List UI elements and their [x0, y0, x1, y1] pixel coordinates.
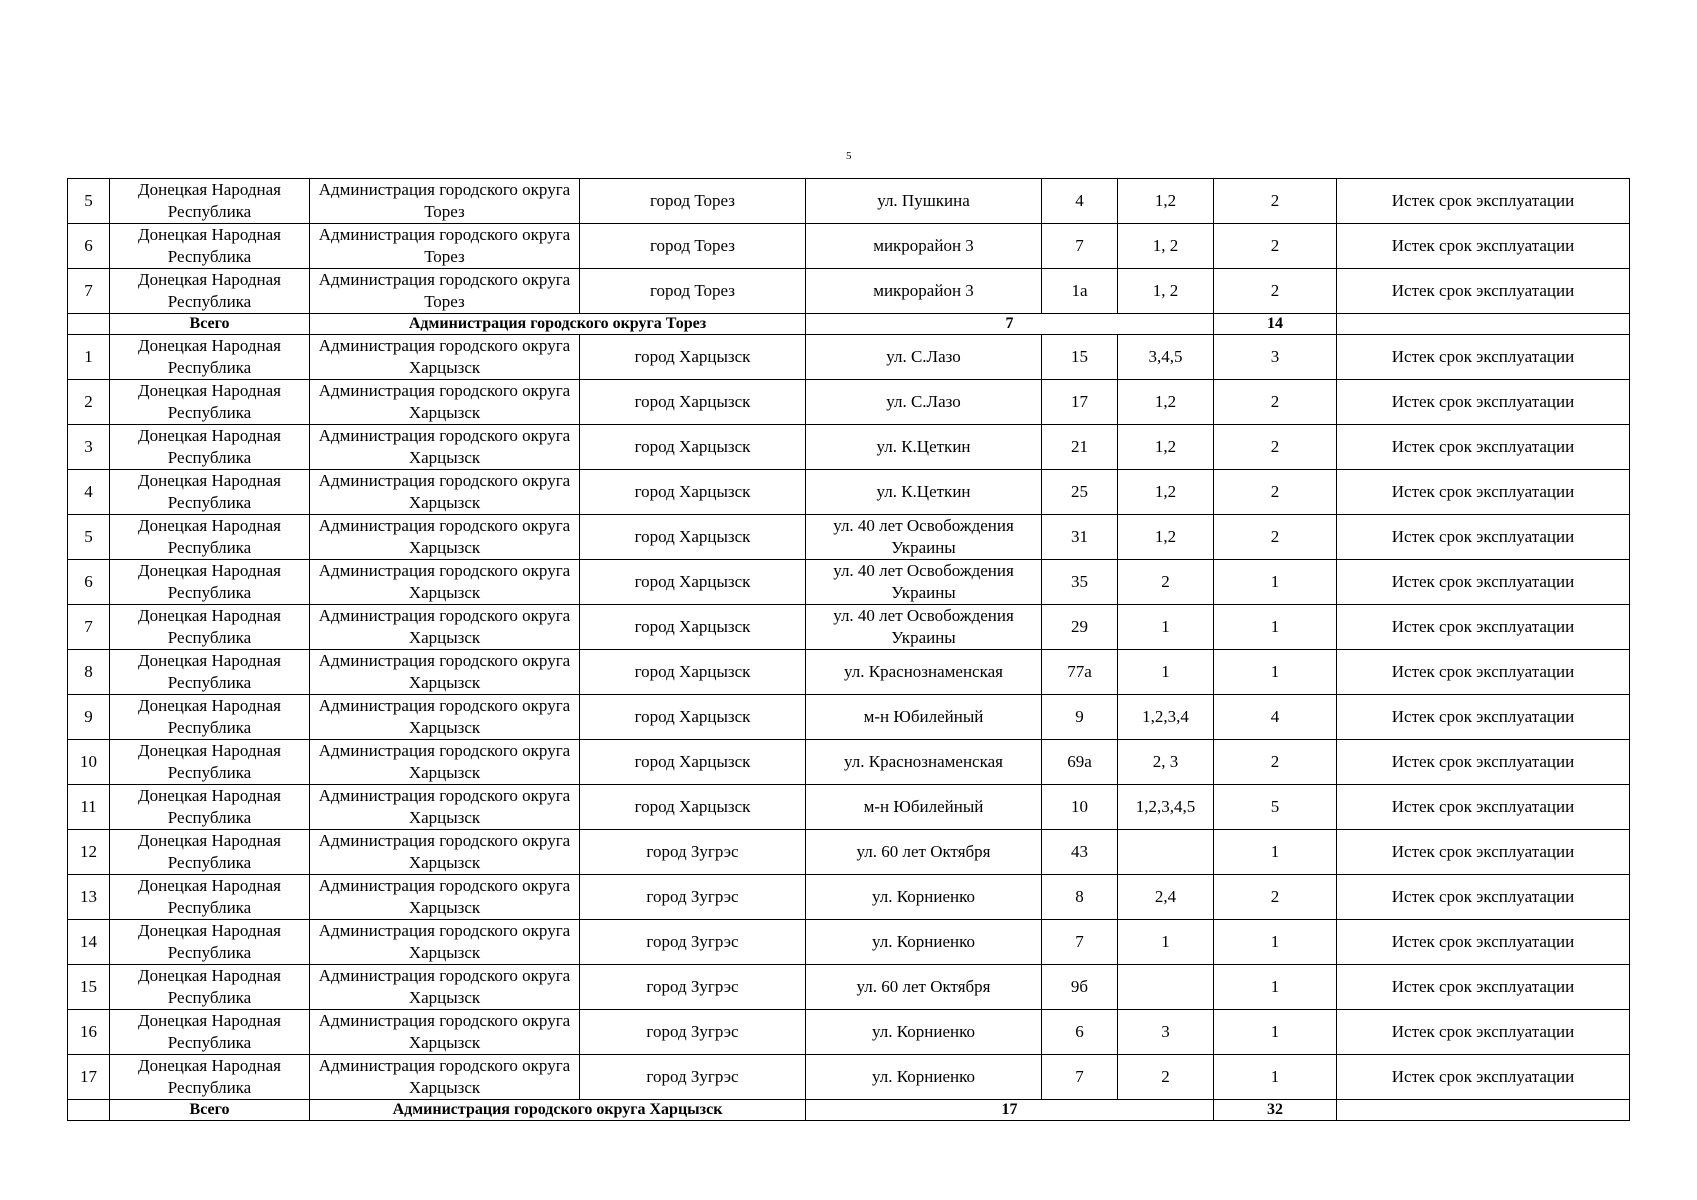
house-number-cell: 1а	[1042, 269, 1118, 314]
entrances-cell: 1,2,3,4,5	[1118, 785, 1214, 830]
city-cell: город Харцызск	[580, 785, 806, 830]
street-cell: м-н Юбилейный	[806, 785, 1042, 830]
total-label-cell: Всего	[110, 314, 310, 335]
total-reason-empty-cell	[1337, 1100, 1630, 1121]
house-number-cell: 31	[1042, 515, 1118, 560]
reason-cell: Истек срок эксплуатации	[1337, 830, 1630, 875]
total-houses-cell: 7	[806, 314, 1214, 335]
city-cell: город Харцызск	[580, 650, 806, 695]
region-cell: Донецкая Народная Республика	[110, 224, 310, 269]
region-cell: Донецкая Народная Республика	[110, 650, 310, 695]
administration-cell: Администрация городского округа Харцызск	[310, 1010, 580, 1055]
street-cell: микрорайон 3	[806, 269, 1042, 314]
elevator-count-cell: 2	[1214, 224, 1337, 269]
row-number-cell: 9	[68, 695, 110, 740]
table-row	[68, 515, 1630, 560]
house-number-cell: 8	[1042, 875, 1118, 920]
elevator-count-cell: 4	[1214, 695, 1337, 740]
row-number-cell: 16	[68, 1010, 110, 1055]
street-cell: ул. 40 лет Освобождения Украины	[806, 605, 1042, 650]
entrances-cell: 1,2,3,4	[1118, 695, 1214, 740]
region-cell: Донецкая Народная Республика	[110, 1010, 310, 1055]
city-cell: город Зугрэс	[580, 875, 806, 920]
reason-cell: Истек срок эксплуатации	[1337, 740, 1630, 785]
elevator-count-cell: 3	[1214, 335, 1337, 380]
elevator-count-cell: 1	[1214, 920, 1337, 965]
street-cell: ул. Корниенко	[806, 875, 1042, 920]
elevator-count-cell: 1	[1214, 830, 1337, 875]
total-empty-cell	[68, 1100, 110, 1121]
city-cell: город Харцызск	[580, 740, 806, 785]
table-row	[68, 179, 1630, 224]
city-cell: город Харцызск	[580, 515, 806, 560]
region-cell: Донецкая Народная Республика	[110, 470, 310, 515]
elevator-count-cell: 1	[1214, 1055, 1337, 1100]
entrances-cell: 1, 2	[1118, 269, 1214, 314]
entrances-cell: 1	[1118, 920, 1214, 965]
row-number-cell: 13	[68, 875, 110, 920]
row-number-cell: 3	[68, 425, 110, 470]
house-number-cell: 9б	[1042, 965, 1118, 1010]
administration-cell: Администрация городского округа Харцызск	[310, 470, 580, 515]
reason-cell: Истек срок эксплуатации	[1337, 650, 1630, 695]
elevator-count-cell: 1	[1214, 650, 1337, 695]
row-number-cell: 4	[68, 470, 110, 515]
entrances-cell: 1,2	[1118, 425, 1214, 470]
house-number-cell: 35	[1042, 560, 1118, 605]
total-empty-cell	[68, 314, 110, 335]
city-cell: город Зугрэс	[580, 920, 806, 965]
region-cell: Донецкая Народная Республика	[110, 269, 310, 314]
region-cell: Донецкая Народная Республика	[110, 515, 310, 560]
row-number-cell: 6	[68, 224, 110, 269]
house-number-cell: 10	[1042, 785, 1118, 830]
row-number-cell: 10	[68, 740, 110, 785]
elevator-count-cell: 2	[1214, 740, 1337, 785]
table-row	[68, 1055, 1630, 1100]
elevator-count-cell: 1	[1214, 560, 1337, 605]
street-cell: ул. К.Цеткин	[806, 470, 1042, 515]
administration-cell: Администрация городского округа Харцызск	[310, 335, 580, 380]
reason-cell: Истек срок эксплуатации	[1337, 335, 1630, 380]
table-row	[68, 335, 1630, 380]
administration-cell: Администрация городского округа Харцызск	[310, 425, 580, 470]
house-number-cell: 7	[1042, 1055, 1118, 1100]
city-cell: город Харцызск	[580, 560, 806, 605]
page-number: 5	[846, 150, 852, 162]
entrances-cell: 1,2	[1118, 470, 1214, 515]
region-cell: Донецкая Народная Республика	[110, 740, 310, 785]
administration-cell: Администрация городского округа Харцызск	[310, 965, 580, 1010]
street-cell: ул. Корниенко	[806, 1055, 1042, 1100]
region-cell: Донецкая Народная Республика	[110, 875, 310, 920]
administration-cell: Администрация городского округа Торез	[310, 269, 580, 314]
city-cell: город Харцызск	[580, 605, 806, 650]
region-cell: Донецкая Народная Республика	[110, 965, 310, 1010]
region-cell: Донецкая Народная Республика	[110, 695, 310, 740]
city-cell: город Харцызск	[580, 470, 806, 515]
house-number-cell: 4	[1042, 179, 1118, 224]
city-cell: город Зугрэс	[580, 830, 806, 875]
region-cell: Донецкая Народная Республика	[110, 1055, 310, 1100]
reason-cell: Истек срок эксплуатации	[1337, 515, 1630, 560]
region-cell: Донецкая Народная Республика	[110, 605, 310, 650]
region-cell: Донецкая Народная Республика	[110, 785, 310, 830]
row-number-cell: 11	[68, 785, 110, 830]
house-number-cell: 9	[1042, 695, 1118, 740]
administration-cell: Администрация городского округа Харцызск	[310, 830, 580, 875]
table-row	[68, 695, 1630, 740]
house-number-cell: 43	[1042, 830, 1118, 875]
house-number-cell: 15	[1042, 335, 1118, 380]
table-row	[68, 425, 1630, 470]
city-cell: город Зугрэс	[580, 1010, 806, 1055]
row-number-cell: 14	[68, 920, 110, 965]
reason-cell: Истек срок эксплуатации	[1337, 785, 1630, 830]
row-number-cell: 12	[68, 830, 110, 875]
region-cell: Донецкая Народная Республика	[110, 380, 310, 425]
entrances-cell: 1, 2	[1118, 224, 1214, 269]
row-number-cell: 7	[68, 269, 110, 314]
street-cell: ул. С.Лазо	[806, 335, 1042, 380]
house-number-cell: 29	[1042, 605, 1118, 650]
administration-cell: Администрация городского округа Харцызск	[310, 605, 580, 650]
entrances-cell: 1	[1118, 650, 1214, 695]
total-elevator-count-cell: 14	[1214, 314, 1337, 335]
street-cell: ул. Корниенко	[806, 1010, 1042, 1055]
street-cell: ул. 40 лет Освобождения Украины	[806, 560, 1042, 605]
row-number-cell: 8	[68, 650, 110, 695]
city-cell: город Зугрэс	[580, 965, 806, 1010]
total-row	[68, 1100, 1630, 1121]
elevator-count-cell: 2	[1214, 179, 1337, 224]
administration-cell: Администрация городского округа Харцызск	[310, 695, 580, 740]
row-number-cell: 5	[68, 515, 110, 560]
reason-cell: Истек срок эксплуатации	[1337, 1055, 1630, 1100]
reason-cell: Истек срок эксплуатации	[1337, 1010, 1630, 1055]
administration-cell: Администрация городского округа Харцызск	[310, 920, 580, 965]
reason-cell: Истек срок эксплуатации	[1337, 179, 1630, 224]
administration-cell: Администрация городского округа Харцызск	[310, 1055, 580, 1100]
table-row	[68, 785, 1630, 830]
administration-cell: Администрация городского округа Харцызск	[310, 380, 580, 425]
city-cell: город Харцызск	[580, 380, 806, 425]
row-number-cell: 17	[68, 1055, 110, 1100]
region-cell: Донецкая Народная Республика	[110, 335, 310, 380]
reason-cell: Истек срок эксплуатации	[1337, 560, 1630, 605]
house-number-cell: 6	[1042, 1010, 1118, 1055]
elevator-count-cell: 2	[1214, 425, 1337, 470]
administration-cell: Администрация городского округа Харцызск	[310, 515, 580, 560]
reason-cell: Истек срок эксплуатации	[1337, 269, 1630, 314]
reason-cell: Истек срок эксплуатации	[1337, 965, 1630, 1010]
entrances-cell: 3,4,5	[1118, 335, 1214, 380]
street-cell: м-н Юбилейный	[806, 695, 1042, 740]
entrances-cell: 1	[1118, 605, 1214, 650]
entrances-cell: 2, 3	[1118, 740, 1214, 785]
region-cell: Донецкая Народная Республика	[110, 179, 310, 224]
elevator-count-cell: 2	[1214, 269, 1337, 314]
reason-cell: Истек срок эксплуатации	[1337, 605, 1630, 650]
city-cell: город Харцызск	[580, 425, 806, 470]
city-cell: город Торез	[580, 269, 806, 314]
entrances-cell: 3	[1118, 1010, 1214, 1055]
table-row	[68, 605, 1630, 650]
street-cell: ул. С.Лазо	[806, 380, 1042, 425]
house-number-cell: 69а	[1042, 740, 1118, 785]
elevator-count-cell: 2	[1214, 470, 1337, 515]
total-houses-cell: 17	[806, 1100, 1214, 1121]
reason-cell: Истек срок эксплуатации	[1337, 224, 1630, 269]
reason-cell: Истек срок эксплуатации	[1337, 470, 1630, 515]
total-administration-cell: Администрация городского округа Торез	[310, 314, 806, 335]
table-row	[68, 269, 1630, 314]
entrances-cell: 2	[1118, 1055, 1214, 1100]
total-administration-cell: Администрация городского округа Харцызск	[310, 1100, 806, 1121]
street-cell: ул. Краснознаменская	[806, 740, 1042, 785]
elevator-count-cell: 1	[1214, 605, 1337, 650]
administration-cell: Администрация городского округа Харцызск	[310, 740, 580, 785]
city-cell: город Торез	[580, 224, 806, 269]
table-row	[68, 830, 1630, 875]
table-row	[68, 1010, 1630, 1055]
house-number-cell: 77а	[1042, 650, 1118, 695]
street-cell: ул. 40 лет Освобождения Украины	[806, 515, 1042, 560]
entrances-cell	[1118, 965, 1214, 1010]
street-cell: ул. Краснознаменская	[806, 650, 1042, 695]
row-number-cell: 1	[68, 335, 110, 380]
entrances-cell: 1,2	[1118, 380, 1214, 425]
region-cell: Донецкая Народная Республика	[110, 920, 310, 965]
city-cell: город Зугрэс	[580, 1055, 806, 1100]
reason-cell: Истек срок эксплуатации	[1337, 920, 1630, 965]
city-cell: город Харцызск	[580, 695, 806, 740]
reason-cell: Истек срок эксплуатации	[1337, 695, 1630, 740]
street-cell: ул. Пушкина	[806, 179, 1042, 224]
table-row	[68, 740, 1630, 785]
total-reason-empty-cell	[1337, 314, 1630, 335]
entrances-cell: 1,2	[1118, 515, 1214, 560]
house-number-cell: 7	[1042, 224, 1118, 269]
city-cell: город Торез	[580, 179, 806, 224]
street-cell: ул. Корниенко	[806, 920, 1042, 965]
elevator-count-cell: 2	[1214, 380, 1337, 425]
street-cell: ул. 60 лет Октября	[806, 965, 1042, 1010]
elevator-count-cell: 1	[1214, 1010, 1337, 1055]
administration-cell: Администрация городского округа Торез	[310, 224, 580, 269]
row-number-cell: 2	[68, 380, 110, 425]
row-number-cell: 6	[68, 560, 110, 605]
table-row	[68, 965, 1630, 1010]
table-row	[68, 470, 1630, 515]
administration-cell: Администрация городского округа Харцызск	[310, 785, 580, 830]
house-number-cell: 17	[1042, 380, 1118, 425]
administration-cell: Администрация городского округа Торез	[310, 179, 580, 224]
entrances-cell: 1,2	[1118, 179, 1214, 224]
region-cell: Донецкая Народная Республика	[110, 425, 310, 470]
reason-cell: Истек срок эксплуатации	[1337, 380, 1630, 425]
administration-cell: Администрация городского округа Харцызск	[310, 650, 580, 695]
row-number-cell: 15	[68, 965, 110, 1010]
street-cell: ул. К.Цеткин	[806, 425, 1042, 470]
administration-cell: Администрация городского округа Харцызск	[310, 875, 580, 920]
row-number-cell: 7	[68, 605, 110, 650]
house-number-cell: 25	[1042, 470, 1118, 515]
table-row	[68, 920, 1630, 965]
elevator-count-cell: 2	[1214, 875, 1337, 920]
table-row	[68, 650, 1630, 695]
house-number-cell: 7	[1042, 920, 1118, 965]
table-row	[68, 560, 1630, 605]
house-number-cell: 21	[1042, 425, 1118, 470]
table-row	[68, 380, 1630, 425]
region-cell: Донецкая Народная Республика	[110, 830, 310, 875]
region-cell: Донецкая Народная Республика	[110, 560, 310, 605]
elevator-count-cell: 2	[1214, 515, 1337, 560]
reason-cell: Истек срок эксплуатации	[1337, 425, 1630, 470]
city-cell: город Харцызск	[580, 335, 806, 380]
row-number-cell: 5	[68, 179, 110, 224]
elevator-count-cell: 1	[1214, 965, 1337, 1010]
administration-cell: Администрация городского округа Харцызск	[310, 560, 580, 605]
elevator-register-table	[67, 178, 1630, 1121]
entrances-cell: 2	[1118, 560, 1214, 605]
total-label-cell: Всего	[110, 1100, 310, 1121]
table-body	[68, 179, 1630, 1121]
total-row	[68, 314, 1630, 335]
reason-cell: Истек срок эксплуатации	[1337, 875, 1630, 920]
total-elevator-count-cell: 32	[1214, 1100, 1337, 1121]
street-cell: микрорайон 3	[806, 224, 1042, 269]
table-row	[68, 224, 1630, 269]
table-row	[68, 875, 1630, 920]
entrances-cell	[1118, 830, 1214, 875]
elevator-count-cell: 5	[1214, 785, 1337, 830]
street-cell: ул. 60 лет Октября	[806, 830, 1042, 875]
entrances-cell: 2,4	[1118, 875, 1214, 920]
